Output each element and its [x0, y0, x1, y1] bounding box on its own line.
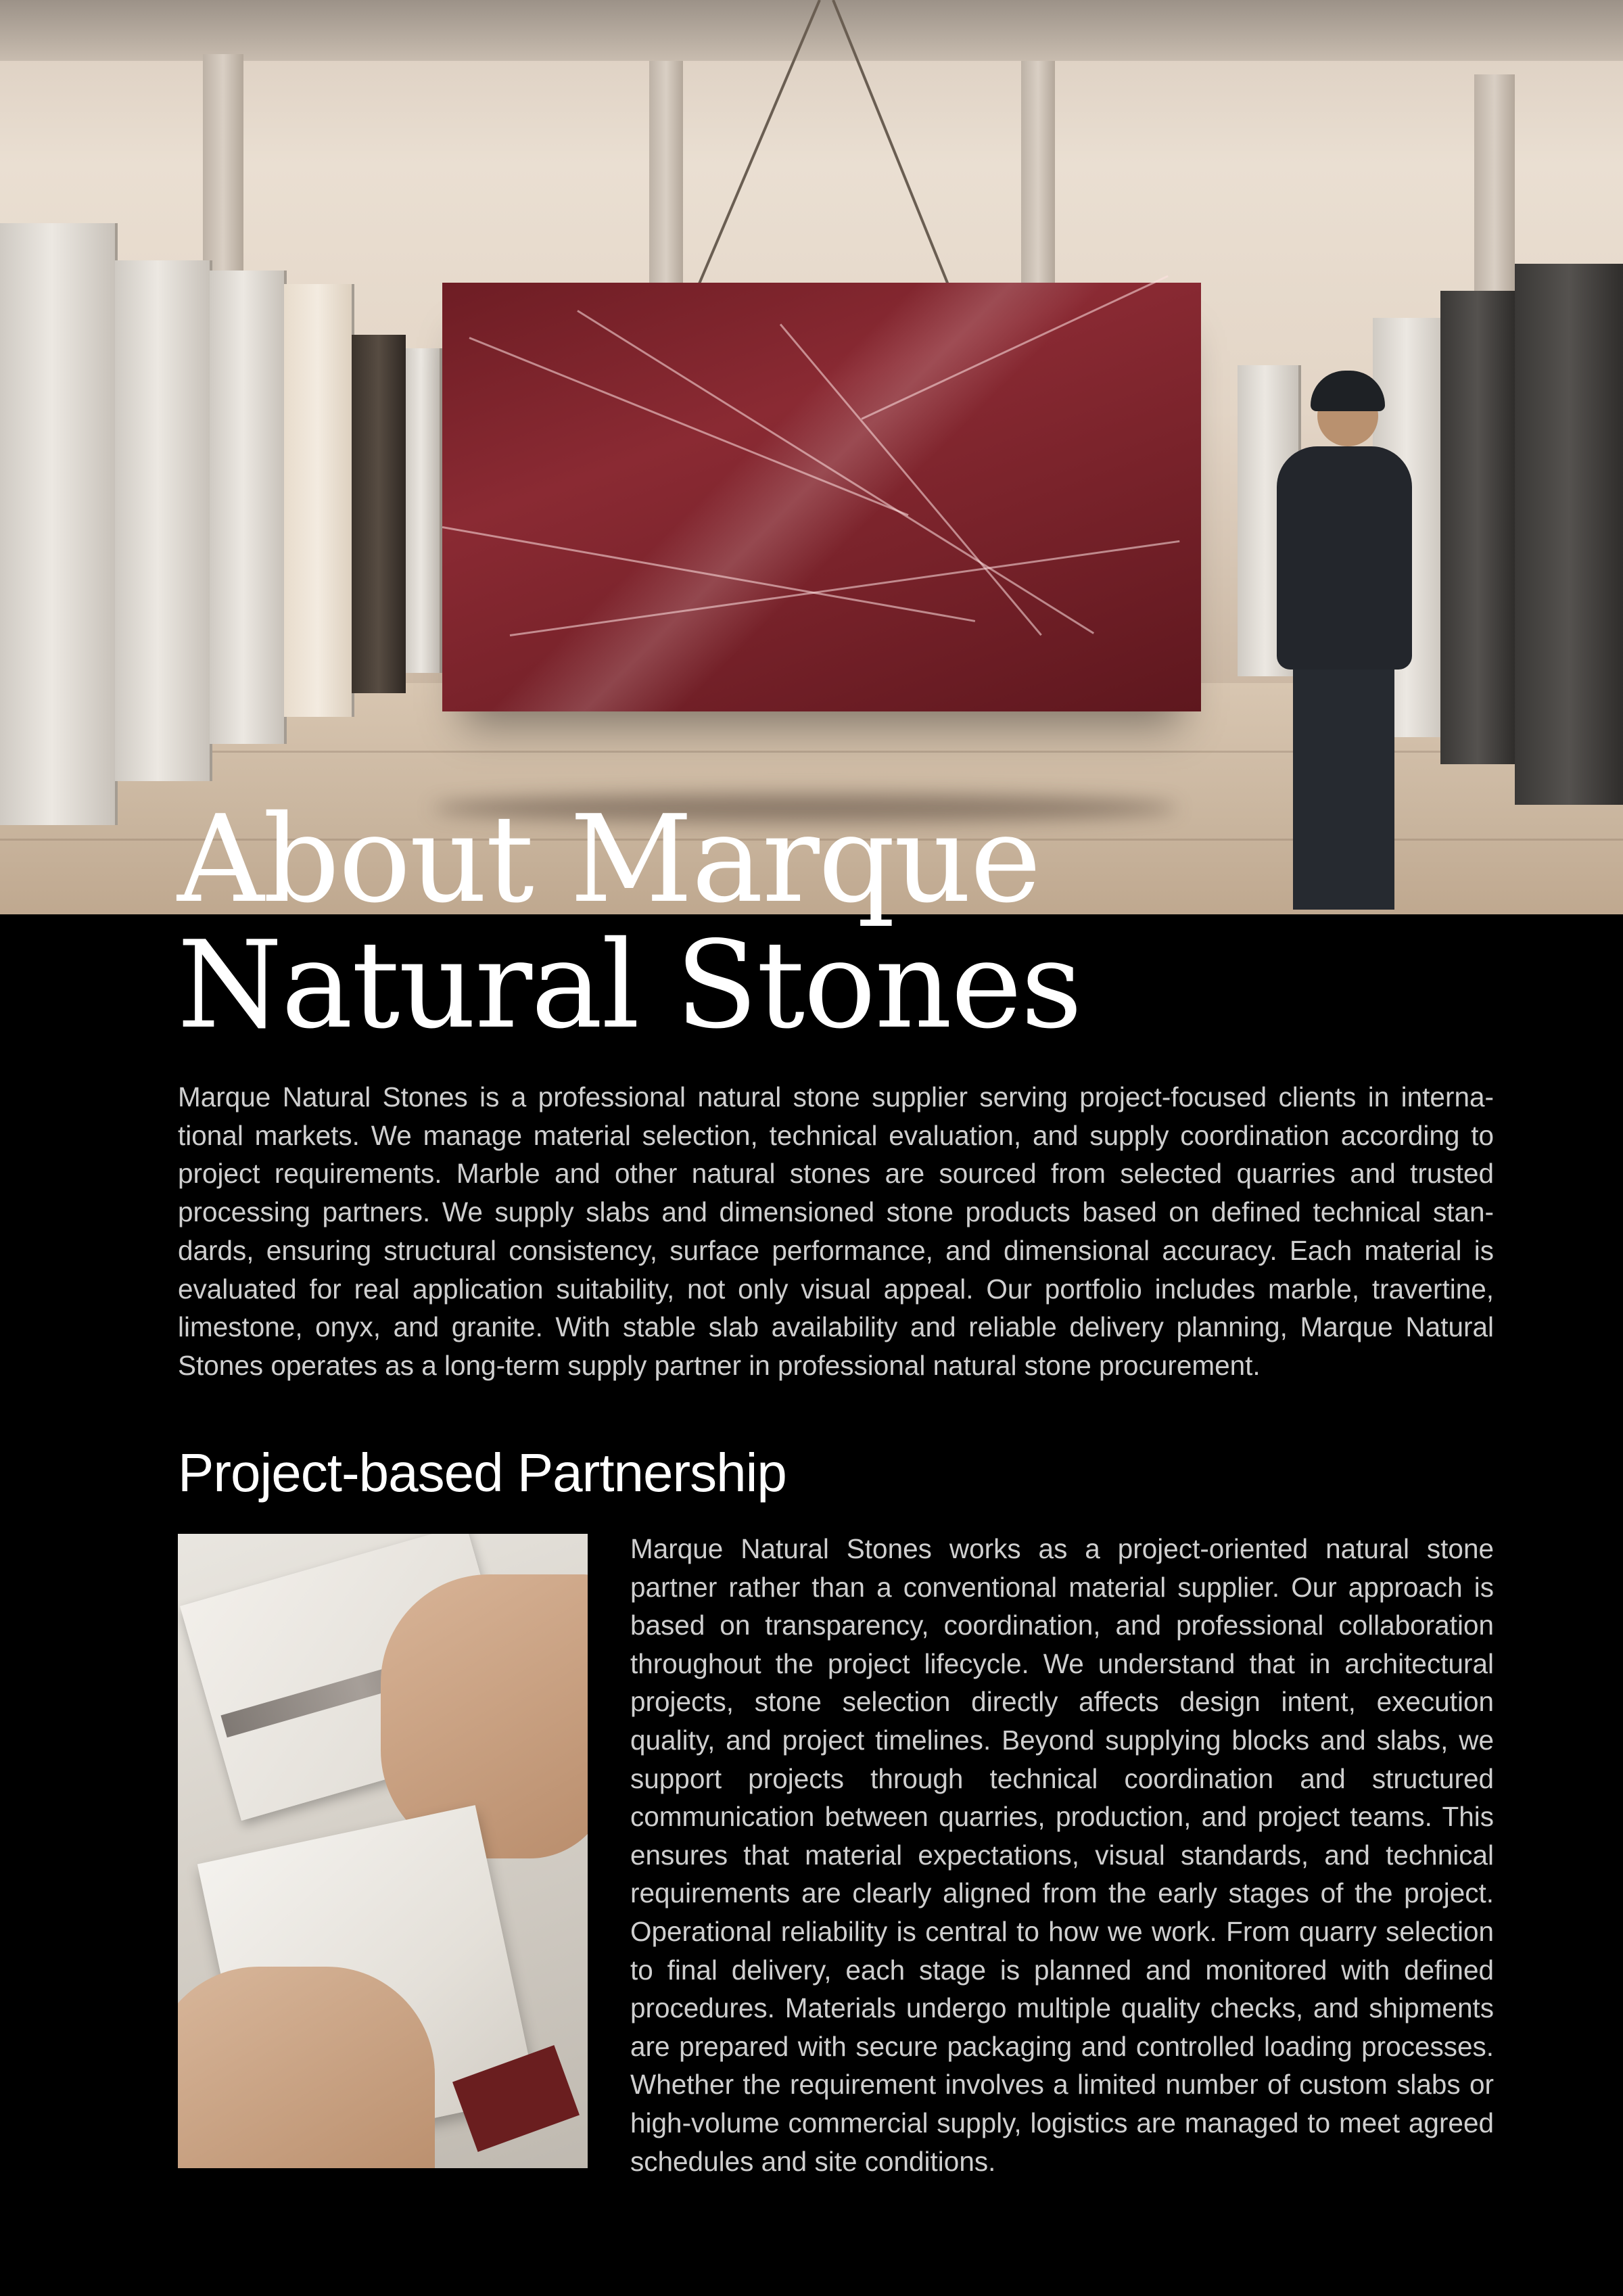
stone-slab — [0, 223, 118, 825]
warehouse-ceiling — [0, 0, 1623, 61]
stone-slab — [115, 260, 212, 781]
hand — [381, 1574, 588, 1858]
marble-vein — [861, 275, 1168, 420]
hand — [178, 1967, 435, 2168]
worker — [1277, 446, 1412, 670]
stone-slab — [210, 271, 287, 744]
title-line-2: Natural Stones — [177, 915, 1081, 1055]
page-title — [177, 789, 1462, 1055]
stone-slab — [406, 348, 442, 673]
hero-image — [0, 0, 1623, 914]
red-marble-slab — [442, 283, 1201, 711]
section-heading: Project-based Partnership — [178, 1443, 786, 1503]
marble-vein — [510, 540, 1180, 636]
marble-vein — [469, 337, 908, 516]
stone-slab — [1515, 264, 1623, 805]
stone-slab — [352, 335, 406, 693]
marble-vein — [577, 310, 1094, 634]
intro-paragraph: Marque Natural Stones is a professional natural stone supplier serving project-focused clients in international markets. We manage material selection, technical evaluation, and supply coordination according to project requirements. Marble and other natural stones are sourced from selected quarries and trusted processing partners. We supply slabs and dimensioned stone products based on defined technical standards, ensuring structural consistency, surface performance, and dimensional accuracy. Each material is evaluated for real application suitability, not only visual appeal. Our portfolio includes marble, travertine, limestone, onyx, and granite. With stable slab availability and reliable delivery planning, Marque Natural Stones operates as a long-term supply partner in professional natural stone procurement. — [178, 1081, 1494, 1381]
stone-slab — [1440, 291, 1515, 764]
title-line-1: About Marque — [177, 789, 1040, 929]
partnership-paragraph: Marque Natural Stones works as a project-oriented natural stone partner rather than a conventional material supplier. Our approach is based on transparency, coordination, and professional collaboration throughout the project lifecycle. We understand that in architectural projects, stone selection directly affects design intent, execution quality, and project timelines. Beyond supplying blocks and slabs, we support projects through technical coordination and structured communication between quarries, production, and project teams. This ensures that material expectations, visual standards, and technical requirements are clearly aligned from the early stages of the project. Operational reliability is central to how we work. From quarry selection to final delivery, each stage is planned and monitored with defined procedures. Materials undergo multiple quality checks, and shipments are prepared with secure packaging and controlled loading processes. Whether the requirement involves a limited number of custom slabs or high-volume commercial supply, logistics are managed to meet agreed schedules and site conditions. — [630, 1533, 1494, 2177]
stone-samples-photo — [178, 1534, 588, 2168]
stone-slab — [284, 284, 354, 717]
